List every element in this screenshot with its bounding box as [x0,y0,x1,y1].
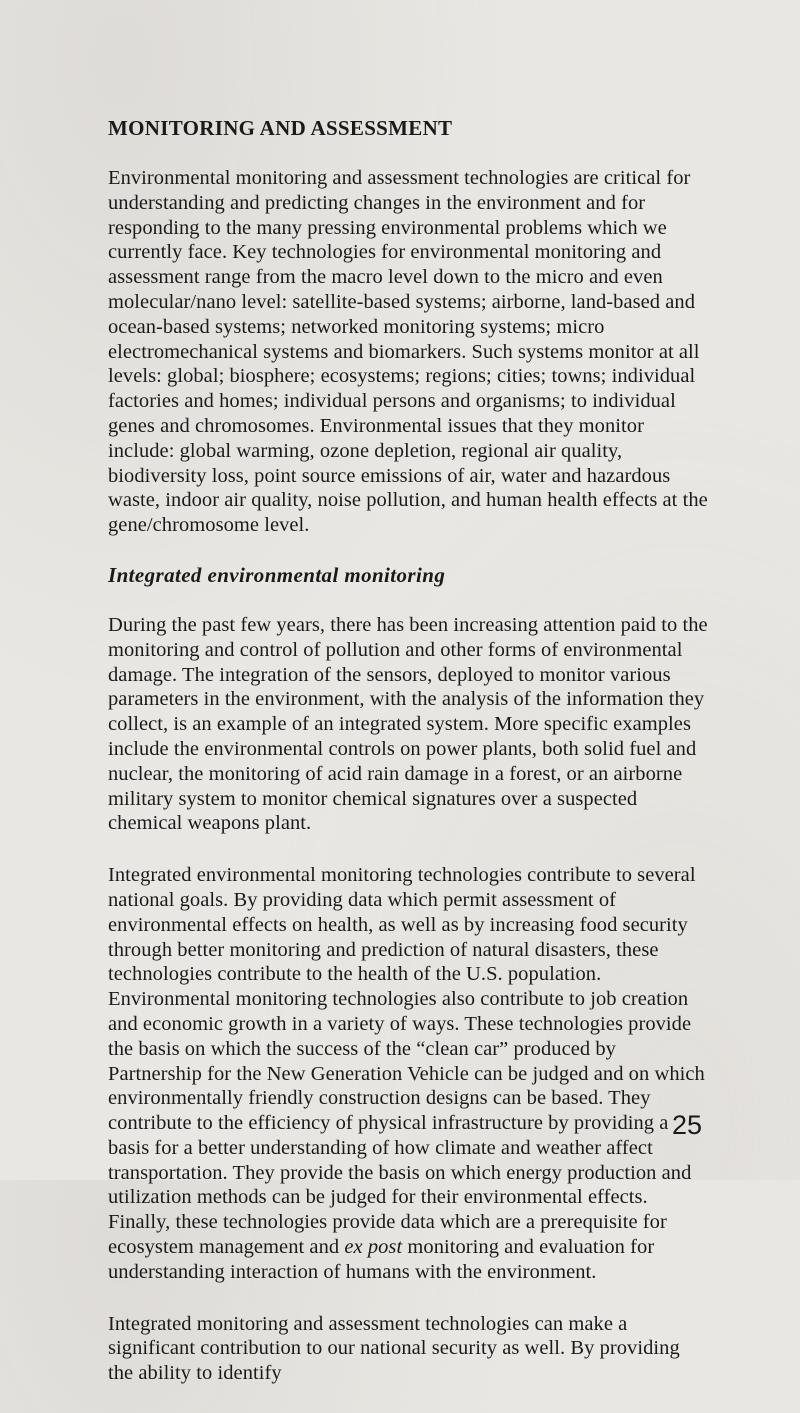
paragraph-national-goals-text-1: Integrated environmental monitoring technologies contribute to several national goals. By providing data which permit assessment of environmental effects on health, as well as by increasing food security through better monitoring and prediction of natural disasters, these technologies contribute to the health of the U.S. population. Environmental monitoring technologies also contribute to job creation and economic growth in a variety of ways. These technologies provide the basis on which the success of the “clean car” produced by Partnership for the New Generation Vehicle can be judged and on which environmentally friendly construction designs can be based. They contribute to the efficiency of physical infrastructure by providing a basis for a better understanding of how climate and weather affect transportation. They provide the basis on which energy production and utilization methods can be judged for their environmental effects. Finally, these technologies provide data which are a prerequisite for ecosystem management and [108,864,705,1259]
section-title: MONITORING AND ASSESSMENT [108,116,453,140]
paragraph-national-security: Integrated monitoring and assessment technologies can make a significant contribution to our national security as well. By providing the ability to identify [108,1312,680,1385]
paragraph-integration: During the past few years, there has been increasing attention paid to the monitoring and control of pollution and other forms of environmental damage. The integration of the sensors, deployed to monitor various parameters in the environment, with the analysis of the information they collect, is an example of an integrated system. More specific examples include the environmental controls on power plants, both solid fuel and nuclear, the monitoring of acid rain damage in a forest, or an airborne military system to monitor chemical signatures over a suspected chemical weapons plant. [108,613,708,835]
subheading-integrated-monitoring: Integrated environmental monitoring [108,562,446,587]
page-number: 25 [672,1110,703,1140]
paragraph-intro: Environmental monitoring and assessment technologies are critical for understanding and predicting changes in the environment and for responding to the many pressing environmental problems which we currently face. Key technologies for environmental monitoring and assessment range from the macro level down to the micro and even molecular/nano level: satellite-based systems; airborne, land-based and ocean-based systems; networked monitoring systems; micro electromechanical systems and biomarkers. Such systems monitor at all levels: global; biosphere; ecosystems; regions; cities; towns; individual factories and homes; individual persons and organisms; to individual genes and chromosomes. Environmental issues that they monitor include: global warming, ozone depletion, regional air quality, biodiversity loss, point source emissions of air, water and hazardous waste, indoor air quality, noise pollution, and human health effects at the gene/chromosome level. [108,167,708,537]
document-page [108,118,708,1413]
paragraph-national-goals [108,863,708,1285]
paragraph-national-goals-text-2: monitoring and evaluation for understanding interaction of humans with the environment. [108,1236,655,1283]
paragraph-national-goals-italic: ex post [344,1236,403,1259]
